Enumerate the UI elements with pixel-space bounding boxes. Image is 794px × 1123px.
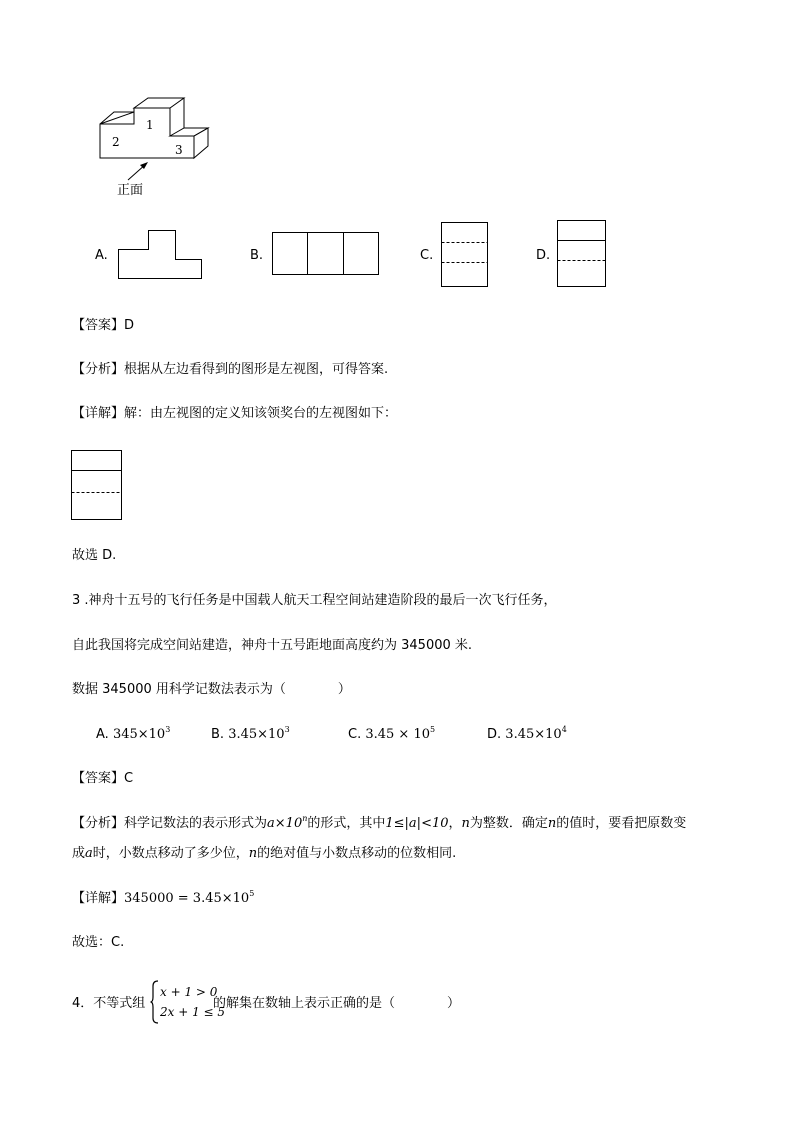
q2-analysis-line [72, 362, 388, 378]
q3-analysis2-formula-1: a [85, 846, 93, 861]
q3-analysis2-formula-2: n [248, 846, 258, 861]
q4-suffix: 的解集在数轴上表示正确的是（ ） [213, 996, 461, 1011]
q3-analysis-line1 [72, 816, 686, 832]
q2-detail: 解：由左视图的定义知该领奖台的左视图如下： [124, 406, 398, 421]
q4-brace [150, 980, 160, 1024]
q3-option-c [348, 727, 435, 743]
q3-detail-line [72, 891, 254, 907]
q3-detail-exp: 5 [249, 889, 255, 898]
podium-figure [90, 92, 220, 204]
q2-analysis: 根据从左边看得到的图形是左视图，可得答案. [124, 362, 389, 377]
q3-option-b-exp: 3 [284, 725, 290, 734]
option-a-letter: A. [95, 248, 108, 263]
q3-analysis-text-1: 科学记数法的表示形式为 [124, 816, 268, 831]
q3-option-c-exp: 5 [430, 725, 436, 734]
q4-prefix: 4．不等式组 [72, 996, 146, 1011]
option-b-figure [272, 232, 380, 276]
q3-option-c-letter: C. [348, 727, 362, 742]
q3-analysis-text-3: ， [448, 816, 462, 831]
q3-stem-line1: 3 .神舟十五号的飞行任务是中国载人航天工程空间站建造阶段的最后一次飞行任务， [72, 593, 557, 608]
q3-analysis-formula-4: n [547, 816, 557, 831]
option-d-figure [557, 220, 607, 288]
option-b-letter: B. [250, 248, 264, 263]
q3-analysis-formula-2: 1≤|a|<10 [385, 816, 449, 831]
q3-analysis-text-4: 为整数．确定 [469, 816, 548, 831]
q3-analysis2-text-1: 成 [72, 846, 86, 861]
q3-option-d-exp: 4 [561, 725, 567, 734]
podium-label-3: 3 [175, 143, 183, 157]
q3-option-a-letter: A. [96, 727, 109, 742]
q4-inequality-1: x + 1 > 0 [160, 985, 218, 999]
q3-analysis-tag: 【分析】 [72, 816, 125, 831]
q2-answer: D [124, 318, 135, 333]
q3-analysis2-text-3: 的绝对值与小数点移动的位数相同. [257, 846, 457, 861]
q3-option-d-value: 3.45×10 [505, 727, 562, 742]
left-view-figure [71, 450, 123, 522]
q2-detail-tag: 【详解】 [72, 406, 125, 421]
q3-option-d-letter: D. [487, 727, 502, 742]
q2-answer-tag: 【答案】 [72, 318, 125, 333]
q3-stem-line2: 自此我国将完成空间站建造，神舟十五号距地面高度约为 345000 米. [72, 638, 473, 653]
q3-answer-tag: 【答案】 [72, 771, 125, 786]
q3-analysis-line2 [72, 846, 456, 862]
option-d-letter: D. [536, 248, 551, 263]
podium-label-2: 2 [112, 135, 120, 149]
q3-option-a-value: 345×10 [112, 727, 166, 742]
q2-answer-line [72, 318, 134, 334]
q2-analysis-tag: 【分析】 [72, 362, 125, 377]
q2-detail-line [72, 406, 397, 422]
option-c-figure [441, 222, 489, 288]
q3-answer-line [72, 771, 133, 787]
q3-analysis-formula-3: n [461, 816, 470, 831]
q3-analysis-text-5: 的值时，要看把原数变 [556, 816, 687, 831]
q3-stem-line3: 数据 345000 用科学记数法表示为（ ） [72, 682, 351, 697]
q3-detail-tag: 【详解】 [72, 891, 125, 906]
option-c-letter: C. [420, 248, 434, 263]
q3-option-b-value: 3.45×10 [228, 727, 285, 742]
q3-conclusion: 故选：C. [72, 935, 125, 950]
q3-option-a-exp: 3 [165, 725, 171, 734]
q3-option-b [211, 727, 290, 743]
q3-analysis-formula-1: a×10 [267, 816, 303, 831]
q3-analysis-text-2: 的形式，其中 [307, 816, 386, 831]
q3-option-b-letter: B. [211, 727, 225, 742]
q3-option-a [96, 727, 170, 743]
q3-option-c-value: 3.45 × 10 [365, 727, 431, 742]
q2-conclusion: 故选 D. [72, 548, 117, 563]
podium-label-1: 1 [146, 118, 154, 132]
q4-inequality-2: 2x + 1 ≤ 5 [160, 1005, 226, 1019]
q3-option-d [487, 727, 567, 743]
q3-analysis-formula-1-exp: n [302, 814, 308, 823]
front-view-label: 正面 [117, 183, 144, 198]
option-a-figure [118, 228, 204, 282]
q3-analysis2-text-2: 时，小数点移动了多少位， [92, 846, 249, 861]
q3-detail-equation: 345000 = 3.45×10 [124, 891, 250, 906]
q3-answer: C [124, 771, 134, 786]
